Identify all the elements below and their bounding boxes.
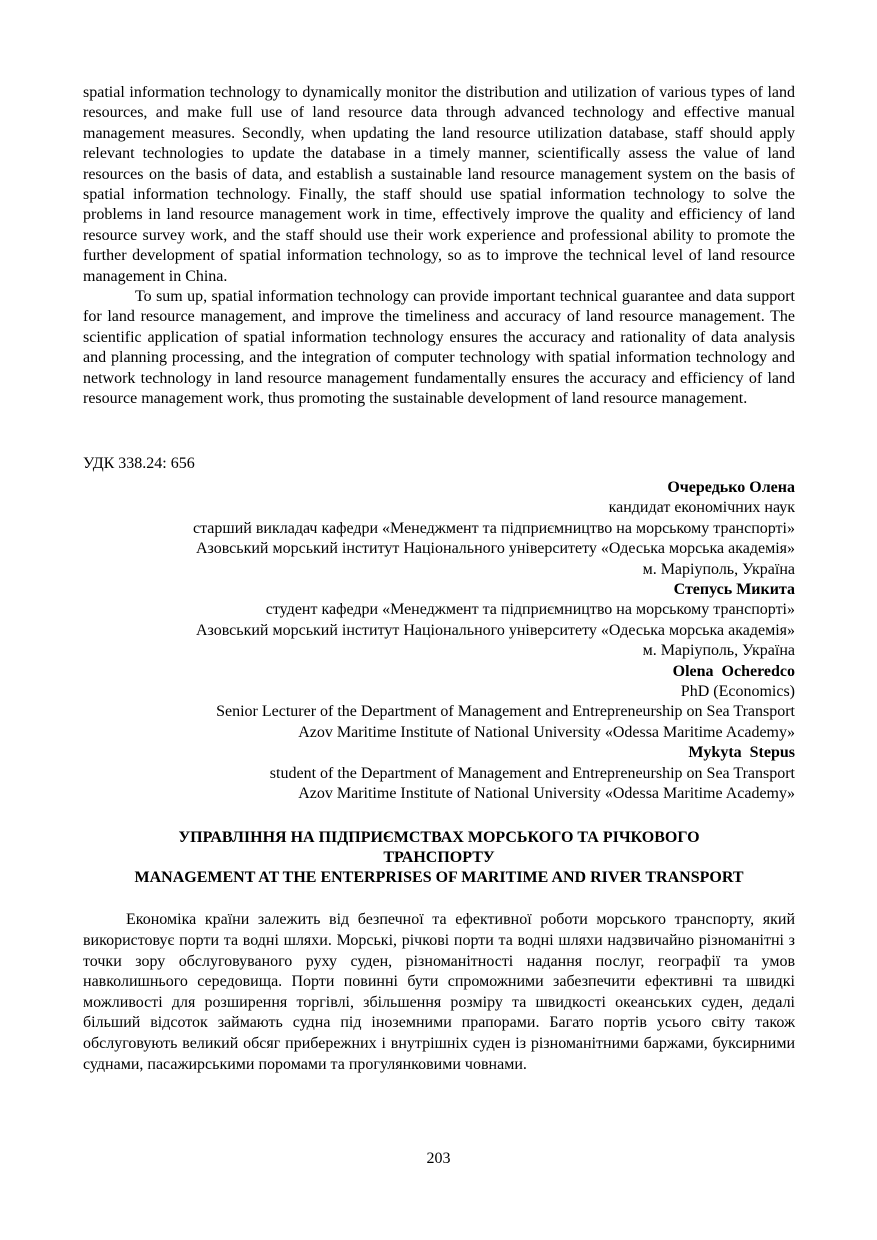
author-1-institute: Азовський морський інститут Національного університету «Одеська морська академія» <box>195 540 795 558</box>
author-4-position: student of the Department of Management and Entrepreneurship on Sea Transport <box>269 764 795 782</box>
author-2-name: Степусь Микита <box>673 580 795 598</box>
author-4-institute: Azov Maritime Institute of National University «Odessa Maritime Academy» <box>298 785 795 802</box>
body-paragraph-1: spatial information technology to dynamically monitor the distribution and utilization of various types of land resources, and make full use of land resource data through advanced technology and effective manual management measures. Secondly, when updating the land resource utilization database, staff should apply relevant technologies to update the database in a timely manner, scientifically assess the value of land resources on the basis of data, and establish a sustainable land resource management system on the basis of spatial information technology. Finally, the staff should use spatial information technology to solve the problems in land resource management work in time, effectively improve the quality and efficiency of land resource survey work, and the staff should use their work experience and professional ability to promote the further development of spatial information technology, so as to improve the technical level of land resource management in China. <box>83 84 795 285</box>
author-1-degree: кандидат економічних наук <box>608 499 795 517</box>
author-3-degree: PhD (Economics) <box>680 682 795 700</box>
author-3-name: Olena Ocheredco <box>672 662 795 680</box>
author-4-name: Mykyta Stepus <box>688 744 795 762</box>
article-title <box>83 828 795 888</box>
author-2-city: м. Маріуполь, Україна <box>642 642 795 660</box>
abstract-paragraph: Економіка країни залежить від безпечної та ефективної роботи морського транспорту, який використовує порти та водні шляхи. Морські, річкові порти та водні шляхи надзвичайно різноманітні з точки зору обслуговуваного руху суден, різноманітності надання послуг, географії та умов навколишнього середовища. Порти повинні бути спроможними забезпечити ефективні та швидкі можливості для розширення торгівлі, збільшення розміру та швидкості океанських суден, дедалі більший відсоток займають судна під іноземними прапорами. Багато портів усього світу також обслуговують великий обсяг прибережних і внутрішніх суден із різноманітними баржами, буксирними суднами, пасажирськими поромами та прогулянковими човнами. <box>83 911 795 1073</box>
authors-block <box>83 478 795 805</box>
udk-code: УДК 338.24: 656 <box>83 454 195 472</box>
title-ua-line-2: ТРАНСПОРТУ <box>383 849 495 867</box>
title-ua-line-1: УПРАВЛІННЯ НА ПІДПРИЄМСТВАХ МОРСЬКОГО ТА РІЧКОВОГО <box>178 829 700 847</box>
page-number: 203 <box>426 1150 451 1167</box>
body-paragraph-2: To sum up, spatial information technology can provide important technical guarantee and data support for land resource management, and improve the timeliness and accuracy of land resource management. The scientific application of spatial information technology ensures the accuracy and rationality of data analysis and planning processing, and the integration of computer technology with spatial information technology and network technology in land resource management fundamentally ensures the accuracy and efficiency of land resource management work, thus promoting the sustainable development of land resource management. <box>83 288 795 408</box>
author-1-position: старший викладач кафедри «Менеджмент та підприємництво на морському транспорті» <box>193 519 795 537</box>
author-2-institute: Азовський морський інститут Національного університету «Одеська морська академія» <box>195 621 795 639</box>
author-3-position: Senior Lecturer of the Department of Management and Entrepreneurship on Sea Transport <box>216 703 795 721</box>
author-1-name: Очередько Олена <box>667 478 795 496</box>
author-3-institute: Azov Maritime Institute of National University «Odessa Maritime Academy» <box>298 723 795 741</box>
page-content <box>83 83 795 1075</box>
title-en: MANAGEMENT AT THE ENTERPRISES OF MARITIME AND RIVER TRANSPORT <box>134 869 744 887</box>
author-1-city: м. Маріуполь, Україна <box>642 560 795 578</box>
author-2-position: студент кафедри «Менеджмент та підприємництво на морському транспорті» <box>265 601 795 619</box>
